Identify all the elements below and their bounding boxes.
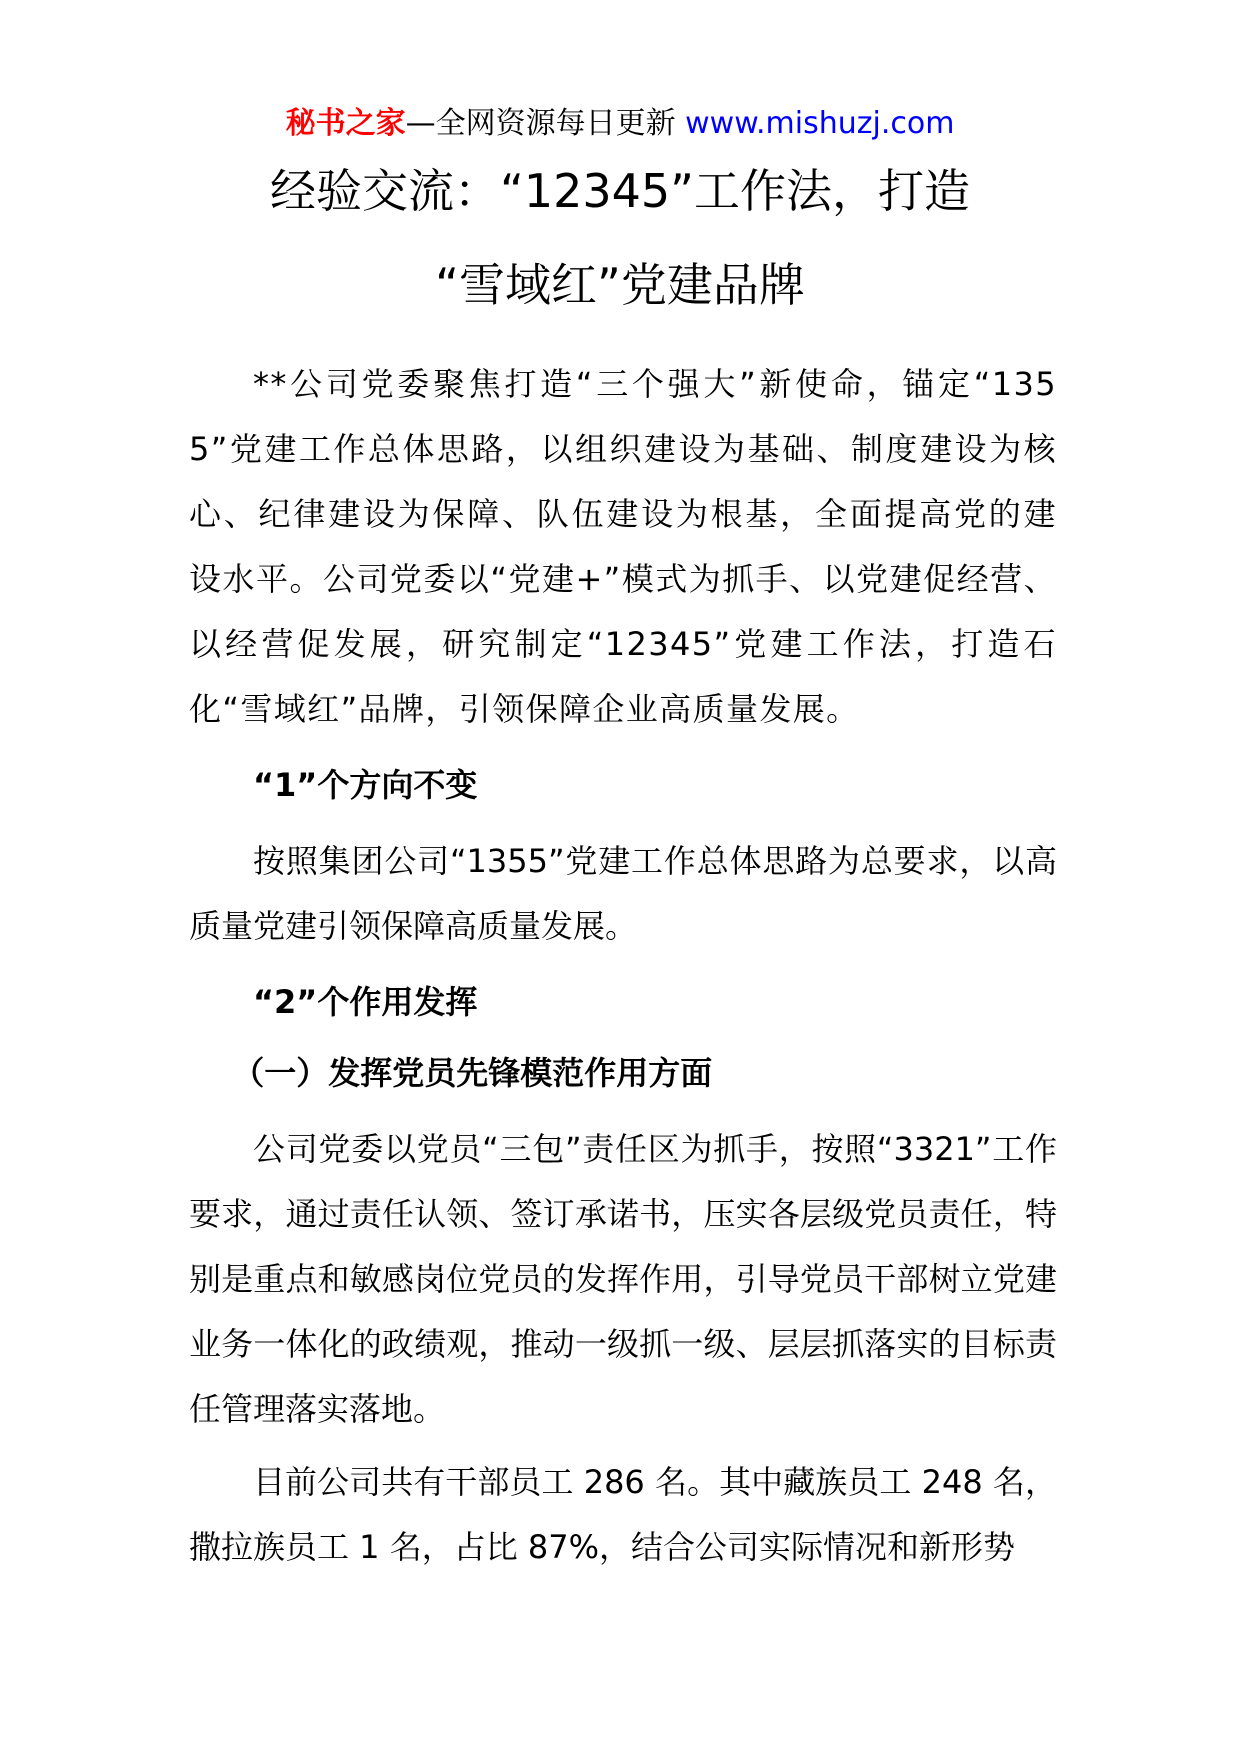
intro-paragraph: **公司党委聚焦打造“三个强大”新使命，锚定“1355”党建工作总体思路，以组织建设为基础、制度建设为核心、纪律建设为保障、队伍建设为根基，全面提高党的建设水平。公司党委以“党建+”模式为抓手、以党建促经营、以经营促发展，研究制定“12345”党建工作法，打造石化“雪域红”品牌，引领保障企业高质量发展。 bbox=[189, 365, 1057, 728]
site-url-link[interactable]: www.mishuzj.com bbox=[685, 106, 955, 141]
section-1-heading: “1”个方向不变 bbox=[253, 766, 478, 804]
section-2-heading: “2”个作用发挥 bbox=[253, 983, 478, 1021]
section-2-paragraph-1: 公司党委以党员“三包”责任区为抓手，按照“3321”工作要求，通过责任认领、签订承诺书，压实各层级党员责任，特别是重点和敏感岗位党员的发挥作用，引导党员干部树立党建业务一体化的政绩观，推动一级抓一级、层层抓落实的目标责任管理落实落地。 bbox=[189, 1130, 1057, 1428]
section-2-subheading-1: （一）发挥党员先锋模范作用方面 bbox=[232, 1054, 713, 1092]
document-title-line-1: 经验交流：“12345”工作法，打造 bbox=[270, 164, 970, 218]
section-2-paragraph-2: 目前公司共有干部员工 286 名。其中藏族员工 248 名，撒拉族员工 1 名，占比 87%，结合公司实际情况和新形势 bbox=[189, 1463, 1057, 1566]
site-brand: 秘书之家 bbox=[285, 106, 406, 141]
document-body bbox=[189, 352, 1057, 1580]
site-tagline: —全网资源每日更新 bbox=[405, 106, 686, 141]
document-title-line-2: “雪域红”党建品牌 bbox=[435, 258, 805, 312]
section-1-paragraph: 按照集团公司“1355”党建工作总体思路为总要求，以高质量党建引领保障高质量发展。 bbox=[189, 842, 1057, 945]
site-header bbox=[0, 100, 1240, 148]
